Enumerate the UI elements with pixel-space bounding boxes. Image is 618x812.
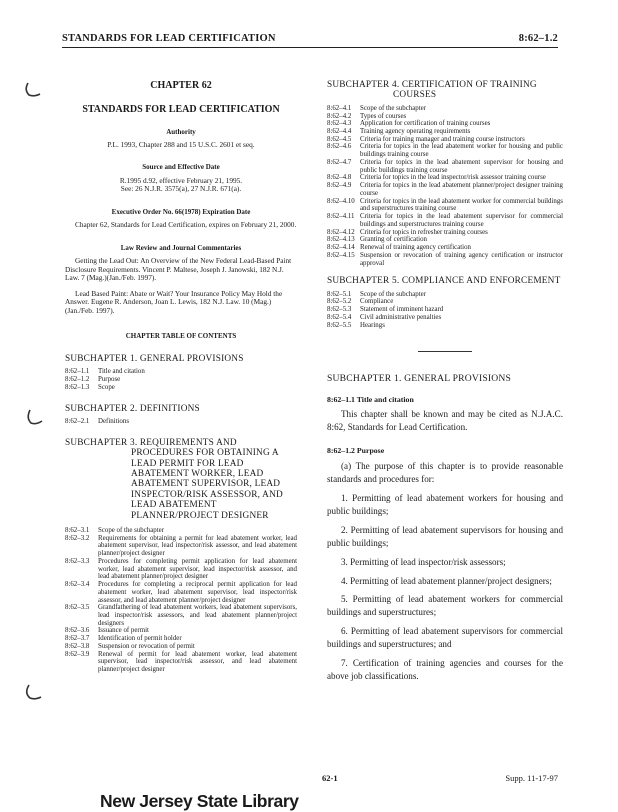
toc-entry — [327, 182, 563, 197]
toc-entry-title: Criteria for topics in the lead abatement worker for commercial buildings and superstructures training course — [360, 197, 563, 213]
toc-entry-title: Suspension or revocation of training agency certification or instructor approval — [360, 251, 563, 267]
toc-entry — [327, 120, 563, 128]
toc-entry-title: Purpose — [98, 376, 121, 384]
law-review-entry: Lead Based Paint: Abate or Wait? Your Insurance Policy May Hold the Answer. Eugene R. Anderson, Joan L. Lewis, 182 N.J. Law. 10 (Mag.)(Jan./Feb. 1997). — [65, 288, 283, 316]
toc-entry-title: Criteria for topics in refresher training courses — [360, 228, 488, 236]
toc-entry-number: 8:62–4.13 — [327, 236, 355, 244]
toc-entry-number: 8:62–3.9 — [65, 650, 90, 658]
toc-entry-number: 8:62–4.5 — [327, 135, 352, 143]
toc-entry-title: Renewal of training agency certification — [360, 244, 471, 252]
toc-entry-number: 8:62–3.2 — [65, 534, 90, 542]
toc-entry — [65, 635, 297, 643]
toc-entry-number: 8:62–3.6 — [65, 627, 90, 635]
source-line-2: See: 26 N.J.R. 3575(a), 27 N.J.R. 671(a). — [120, 184, 242, 194]
toc-entry-title: Scope of the subchapter — [360, 104, 427, 112]
section-text: This chapter shall be known and may be cited as N.J.A.C. 8:62, Standards for Lead Certification. — [327, 409, 563, 433]
toc-entry — [327, 143, 563, 158]
chapter-title: STANDARDS FOR LEAD CERTIFICATION — [82, 103, 280, 115]
toc-entry-number: 8:62–3.8 — [65, 642, 90, 650]
toc-entry — [65, 527, 297, 535]
binding-hole-mark — [22, 408, 48, 428]
toc-entry-number: 8:62–4.7 — [327, 158, 352, 166]
toc-entry-number: 8:62–5.1 — [327, 290, 352, 298]
running-header — [62, 33, 558, 44]
page-number: 62-1 — [322, 773, 338, 783]
toc-entry — [327, 236, 563, 244]
toc-entry-number: 8:62–3.3 — [65, 557, 90, 565]
toc-entry — [327, 322, 563, 330]
law-review-heading: Law Review and Journal Commentaries — [120, 243, 242, 252]
section-intro: (a) The purpose of this chapter is to provide reasonable standards and procedures for: — [327, 461, 563, 485]
toc-entry-title: Hearings — [360, 321, 385, 329]
toc-entry-number: 8:62–4.8 — [327, 174, 352, 182]
header-title: STANDARDS FOR LEAD CERTIFICATION — [62, 33, 276, 44]
toc-entry-number: 8:62–4.12 — [327, 228, 355, 236]
toc-entry-title: Statement of imminent hazard — [360, 306, 444, 314]
header-rule — [62, 47, 558, 48]
toc-entry-title: Compliance — [360, 298, 394, 306]
toc-entry-title: Scope of the subchapter — [98, 526, 165, 534]
toc-entry-title: Civil administrative penalties — [360, 313, 442, 321]
chapter-number: CHAPTER 62 — [150, 80, 212, 91]
toc-entry-number: 8:62–4.6 — [327, 143, 352, 151]
source-line-1: R.1995 d.92, effective February 21, 1995. — [119, 175, 243, 185]
toc-entry-number: 8:62–4.10 — [327, 197, 355, 205]
subchapter-3-title-text: SUBCHAPTER 3. REQUIREMENTS AND PROCEDURES FOR OBTAINING A LEAD PERMIT FOR LEAD ABATEMENT WORKER, LEAD ABATEMENT SUPERVISOR, LEAD INSPECTOR/RISK ASSESSOR, AND LEAD ABATEMENT PLANNER/PROJECT DESIGNER — [65, 437, 283, 521]
right-column — [327, 80, 563, 683]
purpose-item: 2. Permitting of lead abatement supervisors for housing and public buildings; — [327, 524, 563, 548]
toc-entry — [65, 651, 297, 674]
binding-hole-mark — [22, 80, 48, 100]
purpose-item: 3. Permitting of lead inspector/risk assessors; — [341, 556, 506, 567]
purpose-item: 4. Permitting of lead abatement planner/project designers; — [341, 575, 552, 586]
left-column — [65, 78, 297, 674]
toc-entry-title: Types of courses — [360, 112, 407, 120]
toc-entry-title: Criteria for training manager and training course instructors — [360, 135, 525, 143]
toc-entry-number: 8:62–3.5 — [65, 604, 90, 612]
toc-entry-number: 8:62–1.2 — [65, 376, 90, 384]
toc-entry-title: Identification of permit holder — [98, 635, 182, 643]
toc-entry — [65, 376, 297, 384]
toc-entry-number: 8:62–1.3 — [65, 383, 90, 391]
toc-entry — [65, 418, 297, 426]
toc-list — [327, 291, 563, 330]
purpose-item: 1. Permitting of lead abatement workers for housing and public buildings; — [327, 493, 563, 516]
toc-heading: CHAPTER TABLE OF CONTENTS — [125, 331, 237, 340]
toc-entry-number: 8:62–4.3 — [327, 120, 352, 128]
toc-entry-number: 8:62–5.5 — [327, 321, 352, 329]
toc-entry-number: 8:62–4.11 — [327, 213, 355, 221]
toc-entry — [65, 581, 297, 604]
toc-entry — [327, 128, 563, 136]
purpose-list — [327, 492, 563, 683]
toc-entry-title: Scope of the subchapter — [360, 290, 427, 298]
toc-entry-title: Procedures for completing a reciprocal permit application for lead abatement worker, lead abatement supervisor, lead inspector/risk assessor, and lead abatement planner/project designer — [98, 581, 297, 604]
toc-entry — [327, 306, 563, 314]
toc-entry-number: 8:62–4.1 — [327, 104, 352, 112]
toc-entry-number: 8:62–4.9 — [327, 182, 352, 190]
toc-entry — [327, 198, 563, 213]
toc-entry-title: Criteria for topics in the lead inspector/risk assessor training course — [360, 174, 546, 182]
toc-entry-title: Granting of certification — [360, 236, 427, 244]
toc-entry-title: Issuance of permit — [98, 627, 149, 635]
library-stamp: New Jersey State Library — [100, 791, 299, 811]
toc-entry-number: 8:62–1.1 — [65, 368, 90, 376]
toc-entry — [327, 136, 563, 144]
toc-entry-number: 8:62–4.14 — [327, 244, 355, 252]
toc-entry-title: Criteria for topics in the lead abatement planner/project designer training course — [360, 182, 563, 197]
supplement-date: Supp. 11-17-97 — [505, 773, 558, 783]
toc-subchapter-title: SUBCHAPTER 4. CERTIFICATION OF TRAINING COURSES — [327, 80, 537, 101]
toc-list — [65, 368, 297, 391]
toc-entry — [327, 229, 563, 237]
authority-text: P.L. 1993, Chapter 288 and 15 U.S.C. 2601 et seq. — [107, 139, 255, 149]
toc-entry-title: Title and citation — [98, 368, 145, 376]
toc-entry-title: Criteria for topics in the lead abatement worker for housing and public buildings training course — [360, 143, 563, 159]
header-section-number: 8:62–1.2 — [518, 33, 558, 44]
source-heading: Source and Effective Date — [142, 163, 220, 172]
toc-entry-title: Training agency operating requirements — [360, 128, 471, 136]
expiration-text: Chapter 62, Standards for Lead Certification, expires on February 21, 2000. — [75, 220, 297, 230]
toc-entry — [327, 213, 563, 228]
toc-entry — [327, 314, 563, 322]
expiration-heading: Executive Order No. 66(1978) Expiration Date — [111, 207, 251, 216]
section-divider — [418, 351, 472, 352]
toc-entry — [65, 368, 297, 376]
toc-entry-number: 8:62–5.2 — [327, 298, 352, 306]
toc-entry — [65, 535, 297, 558]
binding-hole-mark — [22, 683, 48, 703]
toc-entry-number: 8:62–5.3 — [327, 306, 352, 314]
toc-entry-title: Procedures for completing permit application for lead abatement worker, lead abatement supervisor, lead inspector/risk assessor, and lead abatement planner/project designer — [98, 557, 297, 581]
purpose-item: 5. Permitting of lead abatement workers for commercial buildings and superstructures; — [327, 594, 563, 618]
toc-entry-number: 8:62–4.4 — [327, 128, 352, 136]
law-review-entry: Getting the Lead Out: An Overview of the New Federal Lead-Based Paint Disclosure Requirements. Vincent P. Maltese, Joseph J. Janowski, 182 N.J. Law. 7 (Mag.)(Jan./Feb. 1997). — [65, 256, 292, 283]
toc-entry-number: 8:62–3.1 — [65, 526, 90, 534]
toc-list — [327, 105, 563, 267]
toc-entry-number: 8:62–4.15 — [327, 251, 355, 259]
toc-entry-title: Scope — [98, 383, 115, 391]
toc-entry-number: 8:62–2.1 — [65, 417, 90, 425]
toc-entry — [327, 113, 563, 121]
toc-subchapter-title: SUBCHAPTER 2. DEFINITIONS — [65, 403, 200, 414]
toc-entry — [327, 159, 563, 174]
toc-entry-title: Criteria for topics in the lead abatement supervisor for commercial buildings and superstructures training course — [360, 213, 563, 228]
toc-entry — [65, 384, 297, 392]
toc-entry-number: 8:62–4.2 — [327, 112, 352, 120]
toc-entry-title: Suspension or revocation of permit — [98, 642, 195, 650]
toc-subchapter-title — [65, 438, 297, 521]
body-subchapter-title: SUBCHAPTER 1. GENERAL PROVISIONS — [327, 373, 512, 385]
toc-entry-title: Application for certification of training courses — [360, 120, 491, 128]
toc-subchapter-title: SUBCHAPTER 5. COMPLIANCE AND ENFORCEMENT — [327, 276, 561, 287]
authority-heading: Authority — [166, 127, 196, 136]
toc-subchapter-title: SUBCHAPTER 1. GENERAL PROVISIONS — [65, 353, 244, 364]
toc-list — [65, 418, 297, 426]
toc-entry-title: Criteria for topics in the lead abatement supervisor for housing and public buildings training course — [360, 158, 563, 174]
purpose-item: 6. Permitting of lead abatement supervisors for commercial buildings and superstructures; and — [327, 626, 563, 650]
toc-entry-title: Definitions — [98, 417, 130, 425]
toc-list — [65, 527, 297, 674]
toc-entry-title: Renewal of permit for lead abatement worker, lead abatement supervisor, lead inspector/risk assessor, and lead abatement planner/project designer — [98, 650, 297, 674]
purpose-item: 7. Certification of training agencies and courses for the above job classifications. — [327, 658, 563, 682]
toc-entry — [327, 244, 563, 252]
toc-entry — [327, 291, 563, 299]
section-title: 8:62–1.2 Purpose — [327, 446, 385, 456]
section-title: 8:62–1.1 Title and citation — [327, 395, 414, 405]
toc-entry — [65, 643, 297, 651]
toc-entry — [327, 174, 563, 182]
toc-entry — [327, 252, 563, 267]
toc-entry-number: 8:62–5.4 — [327, 313, 352, 321]
toc-entry — [65, 627, 297, 635]
toc-entry — [327, 298, 563, 306]
toc-entry-number: 8:62–3.4 — [65, 581, 90, 589]
toc-entry — [65, 558, 297, 581]
toc-entry — [327, 105, 563, 113]
toc-entry — [65, 604, 297, 627]
toc-entry-number: 8:62–3.7 — [65, 635, 90, 643]
toc-entry-title: Requirements for obtaining a permit for lead abatement worker, lead abatement supervisor, lead inspector/risk assessor, and lead abatement planner/project designer — [98, 534, 297, 558]
toc-entry-title: Grandfathering of lead abatement workers, lead abatement supervisors, lead inspector/risk assessors, and lead abatement planner/project designers — [98, 604, 297, 627]
